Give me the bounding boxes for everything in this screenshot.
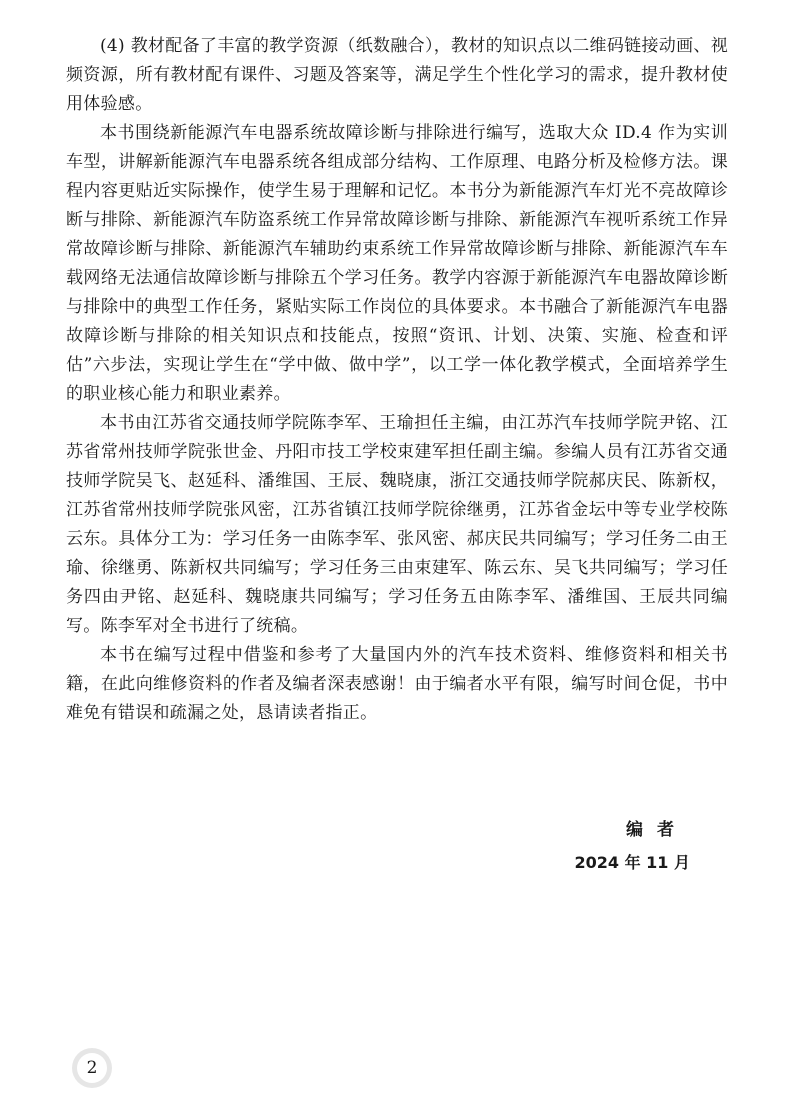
signature-author: 编者 bbox=[626, 820, 688, 840]
body-text bbox=[66, 32, 728, 728]
paragraph-teaching-resources: (4) 教材配备了丰富的教学资源（纸数融合），教材的知识点以二维码链接动画、视频资源，所有教材配有课件、习题及答案等，满足学生个性化学习的需求，提升教材使用体验感。 bbox=[66, 36, 728, 114]
signature-block bbox=[574, 815, 690, 873]
page-number-badge bbox=[72, 1048, 112, 1088]
paragraph-acknowledgement: 本书在编写过程中借鉴和参考了大量国内外的汽车技术资料、维修资料和相关书籍，在此向维修资料的作者及编者深表感谢！由于编者水平有限，编写时间仓促，书中难免有错误和疏漏之处，恳请读者指正。 bbox=[66, 645, 728, 723]
signature-date: 2024 年 11 月 bbox=[574, 853, 690, 872]
page-number: 2 bbox=[77, 1053, 107, 1083]
paragraph-book-overview: 本书围绕新能源汽车电器系统故障诊断与排除进行编写，选取大众 ID.4 作为实训车型，讲解新能源汽车电器系统各组成部分结构、工作原理、电路分析及检修方法。课程内容更贴近实际操作，使学生易于理解和记忆。本书分为新能源汽车灯光不亮故障诊断与排除、新能源汽车防盗系统工作异常故障诊断与排除、新能源汽车视听系统工作异常故障诊断与排除、新能源汽车辅助约束系统工作异常故障诊断与排除、新能源汽车车载网络无法通信故障诊断与排除五个学习任务。教学内容源于新能源汽车电器故障诊断与排除中的典型工作任务，紧贴实际工作岗位的具体要求。本书融合了新能源汽车电器故障诊断与排除的相关知识点和技能点，按照“资讯、计划、决策、实施、检查和评估”六步法，实现让学生在“学中做、做中学”，以工学一体化教学模式，全面培养学生的职业核心能力和职业素养。 bbox=[66, 123, 728, 404]
paragraph-authors: 本书由江苏省交通技师学院陈李军、王瑜担任主编，由江苏汽车技师学院尹铭、江苏省常州技师学院张世金、丹阳市技工学校束建军担任副主编。参编人员有江苏省交通技师学院吴飞、赵延科、潘维国、王辰、魏晓康，浙江交通技师学院郝庆民、陈新权，江苏省常州技师学院张风密，江苏省镇江技师学院徐继勇，江苏省金坛中等专业学校陈云东。具体分工为：学习任务一由陈李军、张风密、郝庆民共同编写；学习任务二由王瑜、徐继勇、陈新权共同编写；学习任务三由束建军、陈云东、吴飞共同编写；学习任务四由尹铭、赵延科、魏晓康共同编写；学习任务五由陈李军、潘维国、王辰共同编写。陈李军对全书进行了统稿。 bbox=[66, 413, 728, 636]
